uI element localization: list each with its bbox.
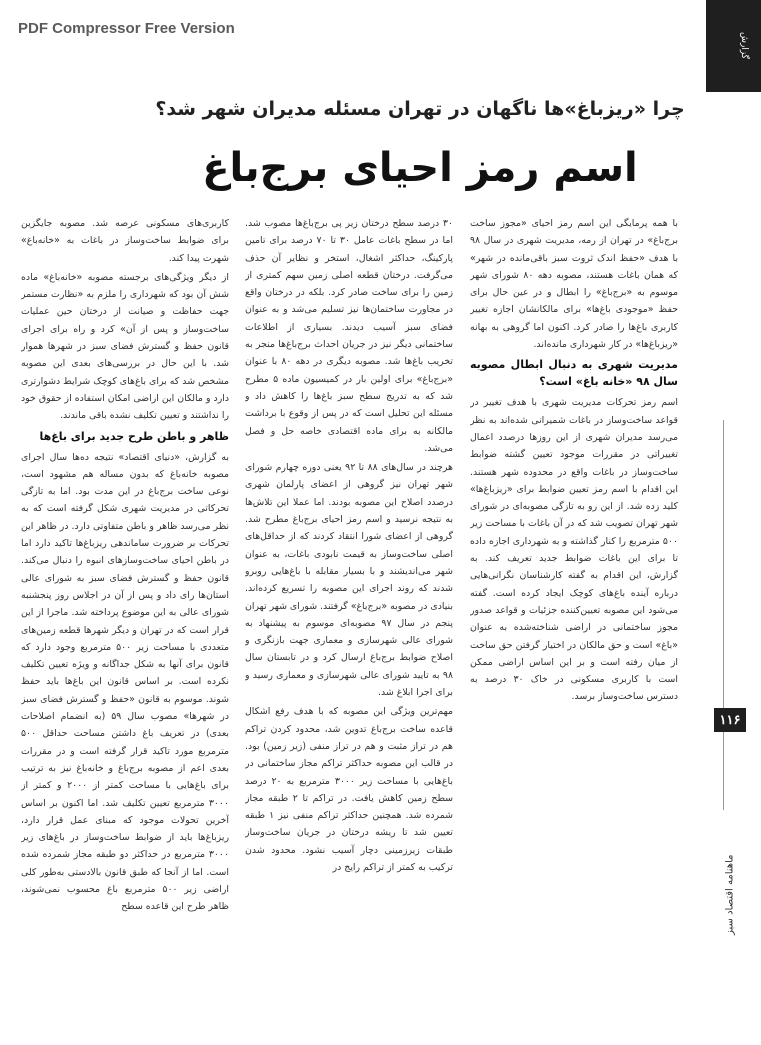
magazine-name: ماهنامه اقتصاد سبز: [724, 854, 736, 936]
pdf-compressor-watermark: PDF Compressor Free Version: [18, 20, 235, 37]
divider: [723, 420, 724, 810]
article-headline: اسم رمز احیای برج‌باغ: [202, 145, 638, 191]
paragraph: اسم رمز تحرکات مدیریت شهری با هدف تغییر در قواعد ساخت‌وساز در باغات شمیرانی شده‌اند به نظر می‌رسد مدیران شهری از این روزها درصدد اعمال تغییراتی در مقررات موجود تعیین گشته ضوابط ساخت‌وساز در باغات واقع در محدوده شهر هستند. این اقدام با اسم رمز تعیین ضوابط برای «ریزباغ‌ها» کلید زده شد. از این رو به تازگی مصوبه‌ای در شورای شهر تهران تصویب شد که در آن باغات با مساحت زیر ۵۰۰ مترمربع را کنار گذاشته و به شهرداری اجازه داده تا برای این باغات ضوابط جدید تعریف کند. به گزارش، این اقدام به گفته کارشناسان نگرانی‌هایی درباره آینده باغ‌های کوچک ایجاد کرده است. گفته می‌شود این مصوبه تعیین‌کننده جزئیات و قواعد صدور مجوز ساختمانی در اراضی شناخته‌شده به عنوان «باغ» است و حق مالکان در اختیار گرفتن حق ساخت از میان رفته است و بر این اساس اراضی ممکن است با کاربری مسکونی در خاک ۳۰ درصد به دسترس ساخت‌وساز برسد.: [470, 397, 678, 703]
article-column-2: [245, 215, 453, 1030]
page-number: ۱۱۶: [714, 708, 746, 732]
subheading: ظاهر و باطن طرح جدید برای باغ‌ها: [39, 429, 229, 443]
subheading: مدیریت شهری به دنبال ابطال مصوبه سال ۹۸ «خانه باغ» است؟: [470, 358, 678, 389]
paragraph: از دیگر ویژگی‌های برجسته مصوبه «خانه‌باغ» ماده شش آن بود که شهرداری را ملزم به «نظارت مستمر جهت حفاظت و صیانت از درختان حین عملیات ساخت‌وساز و پس از آن» کرد و راه برای اجرای قانون حفظ و گسترش فضای سبز در شهرها هموار شد. با این حال در بررسی‌های بعدی این مصوبه مشخص شد که برای باغ‌های کوچک شرایط دشوارتری دارد و مالکان این اراضی امکان استفاده از حقوق خود را نداشتند و تعیین تکلیف نشده باقی ماندند.: [21, 271, 229, 422]
paragraph: ۳۰ درصد سطح درختان زیر پی برج‌باغ‌ها مصوب شد. اما در سطح باغات عامل ۳۰ تا ۷۰ درصد برای تامین پارکینگ، حداکثر اشغال، استخر و نظایر آن حذف می‌گرفت. درختان قطعه اصلی زمین سهم کمتری از زمین را برای ساخت صادر کرد. بلکه در درختان واقع در مجاورت ساختمان‌ها نیز تسلیم می‌شد و به عنوان فضای سبز آسیب دیدند. بسیاری از اطلاعات ساختمانی دیگر نیز در جریان احداث برج‌باغ‌ها منجر به تخریب باغ‌ها شد. مصوبه دیگری در دهه ۸۰ با عنوان «برج‌باغ» برای اولین بار در کمیسیون ماده ۵ مطرح شد که به تدریج سطح سبز باغ‌ها را کاهش داد و مسئله این تحلیل است که در پس از وقوع با برداشت مالکانه به برای ماده اقتصادی خاصه حل و فصل می‌شد.: [245, 218, 453, 454]
paragraph: با همه پرمایگی این اسم رمز احیای «مجوز ساخت برج‌باغ» در تهران از رمه، مدیریت شهری در سال ۹۸ با هدف «حفظ اندک ثروت سبز باقی‌مانده در شهر» که همان باغات هستند، مصوبه دهه ۸۰ شورای شهر موسوم به «برج‌باغ» را ابطال و در عین حال برای حفظ «موجودی باغ‌ها» برای مالکانشان اجازه تغییر کاربری باغ‌ها را صادر کرد. اکنون اما گروهی به بهانه «ریزباغ‌ها» در کار شهرداری مانده‌اند.: [470, 218, 678, 351]
article-kicker: چرا «ریزباغ»ها ناگهان در تهران مسئله مدیران شهر شد؟: [155, 98, 685, 120]
article-column-3: [21, 215, 229, 1030]
paragraph: هرچند در سال‌های ۸۸ تا ۹۲ یعنی دوره چهارم شورای شهر تهران نیز گروهی از اعضای پارلمان شهری درصدد اصلاح این مصوبه بودند. اما عملا این تلاش‌ها به نتیجه نرسید و اسم رمز احیای برج‌باغ مطرح شد. گروهی از اعضای شورا انتقاد کردند که از حداقل‌های اصلی ساخت‌وساز به قیمت نابودی باغات، به عنوان شهر می‌اندیشند و با بسیار مقابله با باغ‌هایی روبرو شدند که روند اجرای این مصوبه را تسریع کرده‌اند. بنیادی در مصوبه «برج‌باغ» گرفتند. شورای شهر تهران پنجم در سال ۹۷ مصوبه‌ای موسوم به پیشنهاد به شورای عالی شهرسازی و معماری جهت بازنگری و اصلاح ضوابط برج‌باغ ارسال کرد و در تابستان سال ۹۸ به تایید شورای عالی شهرسازی و معماری رسید و برای اجرا ابلاغ شد.: [245, 462, 453, 699]
section-tab: [706, 0, 761, 92]
article-column-1: [470, 215, 678, 1030]
paragraph: کاربری‌های مسکونی عرصه شد. مصوبه جایگزین برای ضوابط ساخت‌وساز در باغات به «خانه‌باغ» شهرت پیدا کند.: [21, 218, 229, 264]
paragraph: مهم‌ترین ویژگی این مصوبه که با هدف رفع اشکال قاعده ساخت برج‌باغ تدوین شد، محدود کردن تراکم هم در تراز مثبت و هم در تراز منفی (زیر زمین) بود. در قالب این مصوبه حداکثر تراکم مجاز ساختمانی در باغ‌هایی با مساحت زیر ۳۰۰۰ مترمربع به ۲۰ درصد سطح زمین کاهش یافت. در تراکم تا ۲ طبقه مجاز شمرده شد. همچنین حداکثر تراکم منفی نیز ۱ طبقه تعیین شد تا ریشه درختان در جریان ساخت‌وساز طبقات زیرزمینی دچار آسیب نشود. محدود شدن ترکیب به کمتر از تراکم رایج در: [245, 706, 453, 873]
paragraph: به گزارش، «دنیای اقتصاد» نتیجه ده‌ها سال اجرای مصوبه خانه‌باغ که بدون مساله هم مشهود است، نوعی ساخت برج‌باغ در این مدت بود. اما به تازگی تحرکاتی در مدیریت شهری شکل گرفته است که به نظر می‌رسد ظاهر و باطن متفاوتی دارد. در ظاهر این تحرکات بر ضرورت ساماندهی ریزباغ‌ها تاکید دارد اما در باطن احیای ساخت‌وسازهای انبوه را دنبال می‌کند. قانون حفظ و گسترش فضای سبز به شورای عالی استان‌ها رای داد و پس از آن در اجلاس روز پنجشنبه شورای عالی به این موضوع پرداخته شد. ماجرا از این قرار است که در تهران و دیگر شهرها قطعه زمین‌های متعددی با مساحت زیر ۵۰۰ مترمربع وجود دارد که قانون برای آنها به شکل جداگانه و ویژه تعیین تکلیف نکرده است. بر اساس قانون این باغ‌ها باید حفظ شوند. موسوم به قانون «حفظ و گسترش فضای سبز در شهرها» مصوب سال ۵۹ (به انضمام اصلاحات بعدی) در تعریف باغ داشتن مساحت حداقل ۵۰۰ مترمربع مورد تاکید قرار گرفته است و در مقررات بعدی اعم از مصوبه برج‌باغ و خانه‌باغ نیز به ترتیب برای باغ‌هایی با مساحت کمتر از ۲۰۰۰ و کمتر از ۳۰۰۰ مترمربع تعیین تکلیف شد. اما اکنون بر اساس آخرین تحولات موجود که مبنای عمل قرار دارد، ریزباغ‌ها باید از ضوابط ساخت‌وساز در باغ‌های زیر ۳۰۰۰ مترمربع در حداکثر دو طبقه مجاز شمرده شده است. اما از آنجا که طبق قانون بالادستی به‌طور کلی اراضی زیر ۵۰۰ مترمربع باغ محسوب نمی‌شوند، ظاهر طرح این قاعده سطح: [21, 451, 229, 913]
section-label: گزارش: [739, 32, 749, 60]
